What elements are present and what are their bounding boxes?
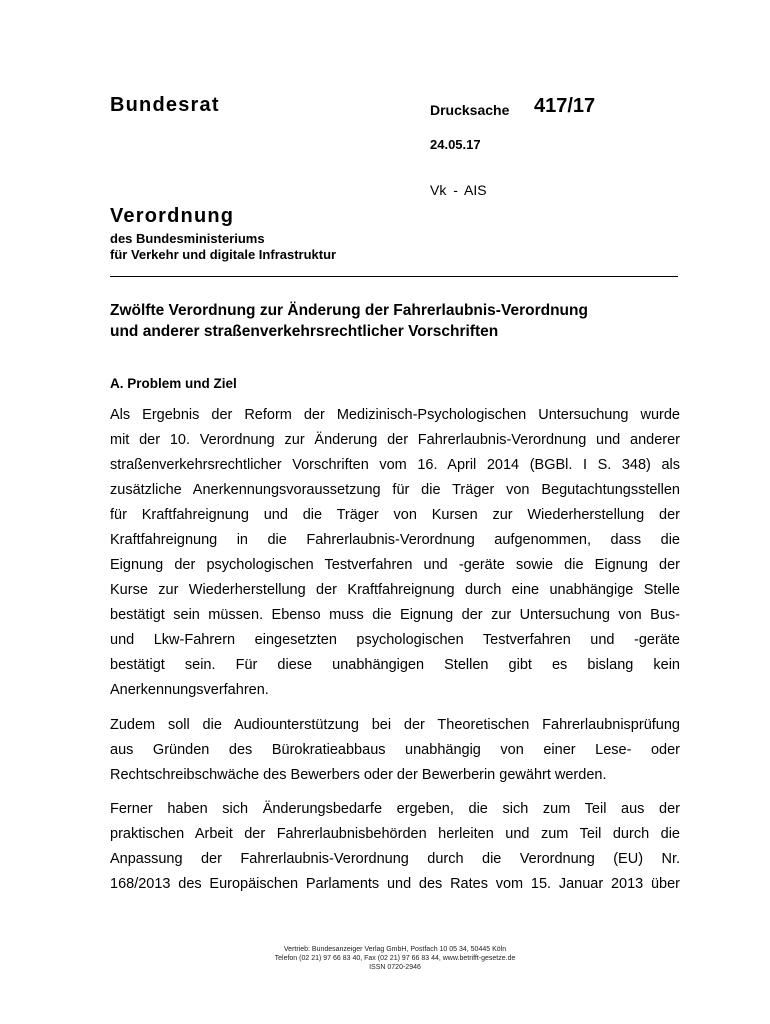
paragraph-line: Rechtschreibschwäche des Bewerbers oder der Bewerberin gewährt werden. <box>110 767 607 783</box>
paragraph-line: bestätigt sein. Für diese unabhängigen Stellen gibt es bislang kein <box>110 657 680 673</box>
footer-line: ISSN 0720-2946 <box>369 964 421 971</box>
paragraph-line: Kraftfahreignung in die Fahrerlaubnis-Verordnung aufgenommen, dass die <box>110 532 680 548</box>
paragraph-line: Als Ergebnis der Reform der Medizinisch-Psychologischen Untersuchung wurde <box>110 407 680 423</box>
paragraph-3 <box>110 797 680 897</box>
paragraph-line: Anpassung der Fahrerlaubnis-Verordnung durch die Verordnung (EU) Nr. <box>110 851 680 867</box>
footer-line: Telefon (02 21) 97 66 83 40, Fax (02 21) 97 66 83 44, www.betrifft-gesetze.de <box>274 955 516 962</box>
paragraph-line: bestätigt sein müssen. Ebenso muss die Eignung der zur Untersuchung von Bus- <box>110 607 680 623</box>
paragraph-line: straßenverkehrsrechtlicher Vorschriften vom 16. April 2014 (BGBl. I S. 348) als <box>110 457 680 473</box>
paragraph-line: und Lkw-Fahrern eingesetzten psychologischen Testverfahren und -geräte <box>110 632 680 648</box>
paragraph-1 <box>110 403 680 703</box>
drucksache-label: Drucksache <box>430 102 510 118</box>
paragraph-line: Zudem soll die Audiounterstützung bei der Theoretischen Fahrerlaubnisprüfung <box>110 717 680 733</box>
paragraph-line: Kurse zur Wiederherstellung der Kraftfahreignung durch eine unabhängige Stelle <box>110 582 680 598</box>
paragraph-line: aus Gründen des Bürokratieabbaus unabhängig von einer Lese- oder <box>110 742 680 758</box>
document-title <box>110 300 682 342</box>
title-line: und anderer straßenverkehrsrechtlicher Vorschriften <box>110 323 499 340</box>
paragraph-line: für Kraftfahreignung und die Träger von Kursen zur Wiederherstellung der <box>110 507 680 523</box>
document-date: 24.05.17 <box>430 137 481 152</box>
header-divider <box>110 276 678 277</box>
issuer <box>110 231 336 263</box>
document-reference: Vk - AIS <box>430 182 487 198</box>
paragraph-line: Eignung der psychologischen Testverfahren und -geräte sowie die Eignung der <box>110 557 680 573</box>
title-line: Zwölfte Verordnung zur Änderung der Fahrerlaubnis-Verordnung <box>110 302 588 319</box>
paragraph-line: 168/2013 des Europäischen Parlaments und des Rates vom 15. Januar 2013 über <box>110 876 680 892</box>
issuer-line: des Bundesministeriums <box>110 231 265 246</box>
paragraph-line: Anerkennungsverfahren. <box>110 682 269 698</box>
drucksache-number: 417/17 <box>534 95 596 117</box>
paragraph-2 <box>110 713 680 788</box>
paragraph-line: mit der 10. Verordnung zur Änderung der Fahrerlaubnis-Verordnung und anderer <box>110 432 680 448</box>
footer-line: Vertrieb: Bundesanzeiger Verlag GmbH, Postfach 10 05 34, 50445 Köln <box>283 946 507 953</box>
document-type: Verordnung <box>110 205 235 227</box>
issuer-line: für Verkehr und digitale Infrastruktur <box>110 247 337 262</box>
publisher-footer <box>110 945 680 972</box>
paragraph-line: zusätzliche Anerkennungsvoraussetzung für die Träger von Begutachtungsstellen <box>110 482 680 498</box>
paragraph-line: praktischen Arbeit der Fahrerlaubnisbehörden herleiten und zum Teil durch die <box>110 826 680 842</box>
section-heading: A. Problem und Ziel <box>110 376 237 391</box>
paragraph-line: Ferner haben sich Änderungsbedarfe ergeben, die sich zum Teil aus der <box>110 801 680 817</box>
institution-name: Bundesrat <box>110 94 220 116</box>
